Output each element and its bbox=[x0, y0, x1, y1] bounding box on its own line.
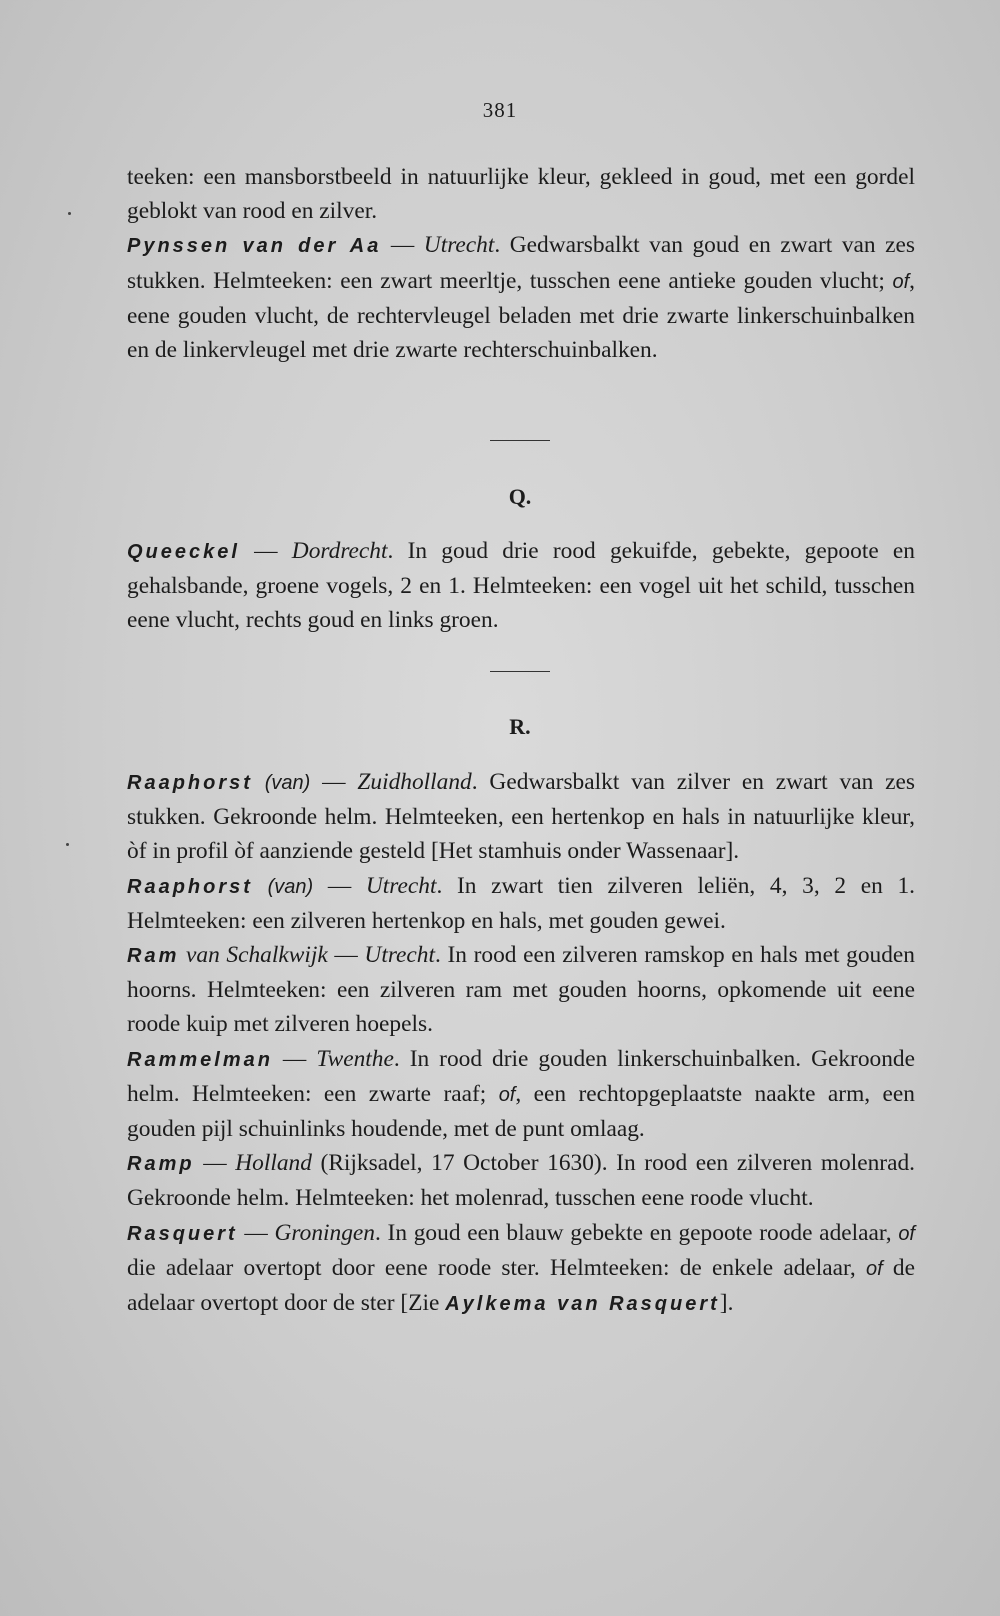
entry-dash: — bbox=[327, 942, 365, 969]
section-divider bbox=[490, 440, 550, 441]
entry-queeckel bbox=[127, 534, 915, 638]
entry-name: Ram bbox=[127, 945, 180, 968]
entry-text: . In goud drie rood gekuifde, gebekte, gepoote en gehalsbande, groene vogels, 2 en 1. Helmteeken: een vogel uit het schild, tusschen eene vlucht, rechts goud en links groen. bbox=[127, 538, 916, 634]
text-block-q bbox=[127, 534, 915, 638]
entry-text: de adelaar overtopt door de ster [Zie bbox=[127, 1254, 915, 1317]
entry-name: Raaphorst bbox=[127, 772, 253, 794]
entry-text: . In rood drie gouden linkerschuinbalken. Gekroonde helm. Helmteeken: een zwarte raaf; bbox=[127, 1045, 916, 1107]
entry-place: Utrecht bbox=[364, 942, 436, 969]
entry-text: , eene gouden vlucht, de rechtervleugel beladen met drie zwarte linkerschuinbalken en de linkervleugel met drie zwarte rechterschuinbalken. bbox=[127, 267, 915, 364]
entry-raaphorst-zuidholland bbox=[127, 765, 915, 869]
entry-van: van bbox=[274, 875, 307, 898]
section-divider bbox=[490, 671, 550, 672]
entry-text: , een rechtopgeplaatste naakte arm, een gouden pijl schuinlinks houdende, met de punt omlaag. bbox=[127, 1080, 915, 1143]
entry-dash: — bbox=[381, 232, 424, 259]
entry-place: Utrecht bbox=[423, 232, 495, 259]
entry-text: (Rijksadel, 17 October 1630). In rood een zilveren molenrad. Gekroonde helm. Helmteeken: het molenrad, tusschen eene roode vlucht. bbox=[127, 1150, 915, 1212]
section-heading-q: Q. bbox=[508, 484, 532, 509]
entry-paren-open: ( bbox=[264, 772, 272, 794]
entry-rasquert bbox=[127, 1216, 915, 1322]
entry-name: Rammelman bbox=[127, 1048, 273, 1071]
section-heading-r: R. bbox=[509, 714, 531, 739]
entry-text: . In rood een zilveren ramskop en hals met gouden hoorns. Helmteeken: een zilveren ram met gouden hoorns, opkomende uit eene roode kuip met zilveren hoepels. bbox=[127, 942, 915, 1038]
entry-name: Ramp bbox=[127, 1153, 195, 1176]
entry-dash: — bbox=[313, 872, 366, 899]
entry-text: . Gedwarsbalkt van zilver en zwart van zes stukken. Gekroonde helm. Helmteeken, een hertenkop en hals in natuurlijke kleur, òf in profil òf aanziende gesteld [Het stamhuis onder Wassenaar]. bbox=[127, 769, 915, 865]
entry-place: Twenthe bbox=[316, 1045, 394, 1072]
entry-text: ]. bbox=[719, 1290, 734, 1317]
entry-name: Pynssen van der Aa bbox=[127, 235, 382, 258]
entry-text: die adelaar overtopt door eene roode ster. Helmteeken: de enkele adelaar, bbox=[127, 1254, 866, 1281]
page-number: 381 bbox=[482, 98, 518, 122]
entry-paren-open: ( bbox=[267, 875, 275, 898]
entry-name: Queeckel bbox=[127, 541, 240, 563]
entry-dash: — bbox=[272, 1045, 317, 1072]
entry-paren-close: ) bbox=[306, 875, 314, 898]
entry-place: Dordrecht bbox=[291, 538, 388, 564]
entry-text: . In zwart tien zilveren leliën, 4, 3, 2 en 1. Helmteeken: een zilveren hertenkop en hals, met gouden gewei. bbox=[127, 872, 915, 934]
cross-reference: Aylkema van Rasquert bbox=[445, 1293, 720, 1316]
entry-name: Rasquert bbox=[127, 1222, 238, 1245]
entry-place-prefix: van Schalkwijk bbox=[179, 942, 328, 969]
entry-text: . Gedwarsbalkt van goud en zwart van zes stukken. Helmteeken: een zwart meerltje, tusschen eene antieke gouden vlucht; bbox=[127, 232, 915, 294]
entry-pynssen-van-der-aa bbox=[127, 228, 915, 367]
entry-of: of bbox=[898, 1222, 915, 1245]
entry-of: of bbox=[892, 270, 910, 293]
entry-of: of bbox=[498, 1083, 516, 1106]
text-block-top bbox=[127, 160, 915, 367]
entry-ram-van-schalkwijk bbox=[127, 938, 915, 1042]
entry-dash: — bbox=[310, 769, 358, 795]
entry-ramp bbox=[127, 1146, 915, 1215]
paper-speck bbox=[68, 212, 71, 215]
entry-dash: — bbox=[237, 1219, 275, 1246]
entry-raaphorst-utrecht bbox=[127, 869, 915, 938]
entry-name: Raaphorst bbox=[127, 875, 253, 898]
entry-van: van bbox=[271, 772, 304, 794]
paper-speck bbox=[66, 843, 69, 846]
entry-place: Zuidholland bbox=[357, 769, 472, 795]
continued-paragraph: teeken: een mansborstbeeld in natuurlijke kleur, gekleed in goud, met een gordel geblokt van rood en zilver. bbox=[127, 164, 915, 225]
entry-place: Holland bbox=[235, 1150, 312, 1177]
entry-of: of bbox=[865, 1257, 883, 1280]
entry-rammelman bbox=[127, 1042, 915, 1147]
entry-place: Utrecht bbox=[365, 872, 437, 899]
entry-place: Groningen bbox=[274, 1219, 375, 1246]
entry-dash: — bbox=[239, 538, 292, 564]
entry-text: . In goud een blauw gebekte en gepoote roode adelaar, bbox=[375, 1219, 899, 1246]
text-block-r bbox=[127, 765, 915, 1321]
entry-paren-close: ) bbox=[303, 772, 311, 794]
entry-dash: — bbox=[194, 1150, 236, 1177]
